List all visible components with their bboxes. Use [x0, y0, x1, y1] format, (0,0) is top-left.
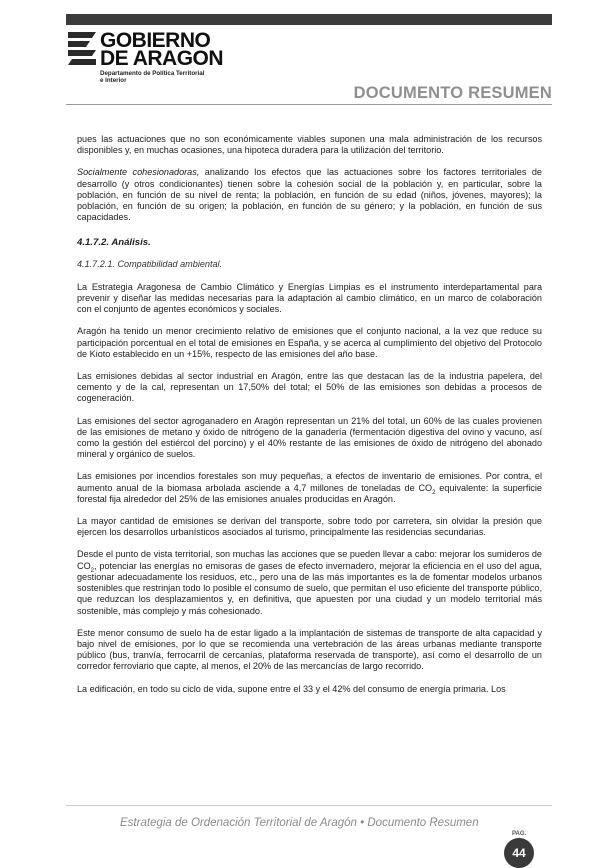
- header-divider: [66, 104, 552, 105]
- paragraph-text: Las emisiones por incendios forestales son muy pequeñas, a efectos de inventario de emisiones. Por contra, el aumento anual de la biomasa arbolada asciende a 4,7 millones de toneladas de CO: [77, 471, 542, 493]
- logo-text-line1: GOBIERNO: [100, 29, 211, 52]
- paragraph: La mayor cantidad de emisiones se derivan del transporte, sobre todo por carretera, sin olvidar la presión que ejercen los desarrollos urbanísticos asociados al turismo, principalmente las residencias secundarias.: [77, 516, 542, 538]
- aragon-emblem-icon: [66, 30, 100, 66]
- page-label: PAG.: [512, 831, 527, 837]
- paragraph: Las emisiones debidas al sector industrial en Aragón, entre las que destacan las de la industria papelera, del cemento y de la cal, representan un 17,50% del total; el 50% de las emisiones son debidas a procesos de cogeneración.: [77, 371, 542, 404]
- paragraph: [77, 549, 542, 616]
- government-logo: [66, 30, 246, 92]
- logo-text-line2: DE ARAGON: [100, 47, 224, 70]
- page-number: 44: [504, 838, 534, 868]
- paragraph: La edificación, en todo su ciclo de vida, supone entre el 33 y el 42% del consumo de energía primaria. Los: [77, 683, 506, 694]
- department-name: [100, 70, 204, 84]
- paragraph-text: analizando los efectos que las actuaciones sobre los factores territoriales de desarrollo (y otros condicionantes) tienen sobre la cohesión social de la población y, en particular, sobre la población, en función de su nivel de renta; la población, en función de su edad (niños, jóvenes, mayores); la población, en función de su origen; la población, en función de su género; y la población, en función de sus capacidades.: [77, 167, 542, 223]
- paragraph-text: Desde el punto de vista territorial, son muchas las acciones que se pueden llevar a cabo: mejorar los sumideros de CO: [77, 549, 542, 571]
- footer-text: Estrategia de Ordenación Territorial de Aragón • Documento Resumen: [120, 817, 479, 829]
- main-content: [77, 134, 542, 706]
- paragraph-text: equivalente: la superficie forestal fija alrededor del 25% de las emisiones anuales producidas en Aragón.: [77, 482, 542, 504]
- header-top-band: [66, 14, 552, 25]
- paragraph-lead: Socialmente cohesionadoras,: [77, 167, 200, 178]
- section-heading: 4.1.7.2. Análisis.: [77, 237, 151, 249]
- paragraph: Este menor consumo de suelo ha de estar ligado a la implantación de sistemas de transporte de alta capacidad y bajo nivel de emisiones, por lo que se recomienda una vertebración de las áreas urbanas mediante transporte público (bus, tranvía, ferrocarril de cercanías, plataforma reservada de transporte), así como el desarrollo de un corredor ferroviario que capte, al menos, el 20% de las mercancías de largo recorrido.: [77, 627, 542, 672]
- subscript: 2: [90, 567, 94, 574]
- footer-divider: [66, 805, 552, 806]
- department-line1: Departamento de Política Territorial: [100, 70, 205, 77]
- paragraph: pues las actuaciones que no son económicamente viables suponen una mala administración de los recursos disponibles y, en muchas ocasiones, una hipoteca duradera para la utilización del territorio.: [77, 134, 542, 156]
- paragraph: [77, 471, 542, 505]
- paragraph: [77, 167, 542, 223]
- paragraph: Las emisiones del sector agroganadero en Aragón representan un 21% del total, un 60% de las cuales provienen de las emisiones de metano y óxido de nitrógeno de la ganadería (fermentación digestiva del ovino y vacuno, así como la gestión del estiércol del porcino) y el 40% restante de las emisiones de óxido de nitrógeno del abonado mineral y orgánico de suelos.: [77, 415, 542, 460]
- section-subheading: 4.1.7.2.1. Compatibilidad ambiental.: [77, 258, 223, 269]
- document-title: DOCUMENTO RESUMEN: [353, 84, 552, 102]
- subscript: 2: [432, 489, 436, 496]
- department-line2: e Interior: [100, 77, 127, 84]
- paragraph-text: , potenciar las energías no emisoras de gases de efecto invernadero, mejorar la eficiencia en el uso del agua, gestionar adecuadamente los residuos, etc., pero una de las más importantes es la de fomentar modelos urbanos sostenibles que restrinjan todo lo posible el consumo de suelo, que permitan el uso eficiente del transporte público, que reduzcan los desplazamientos y, en definitiva, que apuesten por una ciudad y un modelo territorial más sostenible, más complejo y más cohesionado.: [77, 560, 542, 616]
- paragraph: Aragón ha tenido un menor crecimiento relativo de emisiones que el conjunto nacional, a la vez que reduce su participación porcentual en el total de emisiones en España, y se acerca al cumplimiento del objetivo del Protocolo de Kioto establecido en un +15%, respecto de las emisiones del año base.: [77, 326, 542, 359]
- paragraph: La Estrategia Aragonesa de Cambio Climático y Energías Limpias es el instrumento interdepartamental para prevenir y diseñar las medidas necesarias para la adaptación al cambio climático, en un marco de colaboración con el conjunto de agentes económicos y sociales.: [77, 281, 542, 315]
